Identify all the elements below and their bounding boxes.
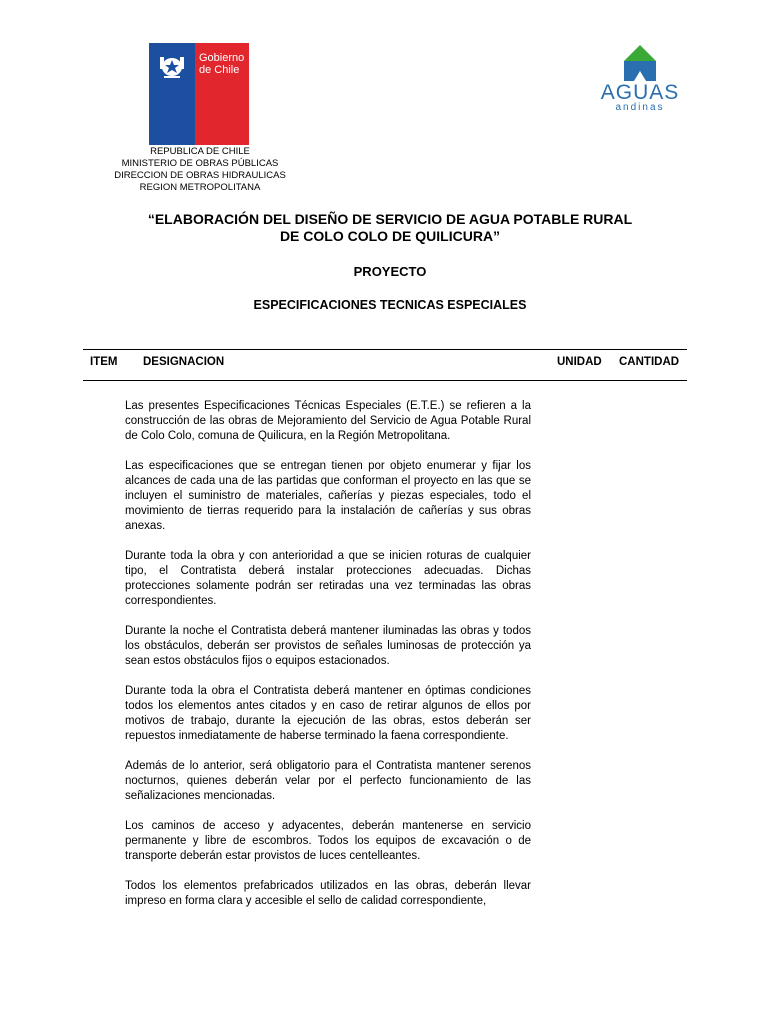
document-title: [90, 211, 690, 245]
ministry-line-4: REGION METROPOLITANA: [139, 182, 261, 193]
paragraph-4: Durante la noche el Contratista deberá mantener iluminadas las obras y todos los obstáculos, deberán ser provistos de señales luminosas de protección ya sean estos obstáculos fijos o equipos estacionados.: [125, 625, 531, 667]
gobierno-logo-line-2: de Chile: [199, 64, 240, 76]
paragraph-2: Las especificaciones que se entregan tienen por objeto enumerar y fijar los alcances de cada una de las partidas que conforman el proyecto en las que se incluyen el suministro de materiales, cañerías y piezas especiales, todo el movimiento de tierras requerido para la instalación de cañerías y sus obras anexas.: [125, 460, 531, 532]
aguas-name: AGUAS: [600, 81, 680, 104]
title-line-2: DE COLO COLO DE QUILICURA”: [279, 228, 501, 244]
coat-of-arms-icon: [154, 51, 190, 81]
paragraph-6: Además de lo anterior, será obligatorio para el Contratista mantener serenos nocturnos, quienes deberán velar por el perfecto funcionamiento de las señalizaciones mencionadas.: [125, 760, 531, 802]
paragraph-3: Durante toda la obra y con anterioridad a que se inicien roturas de cualquier tipo, el Contratista deberá instalar protecciones adecuadas. Dichas protecciones solamente podrán ser retiradas una vez terminadas las obras correspondientes.: [125, 550, 531, 607]
aguas-subname: andinas: [615, 102, 665, 113]
aguas-andinas-logo: [594, 43, 686, 117]
house-drop-icon: [594, 43, 686, 83]
paragraph-5: Durante toda la obra el Contratista deberá mantener en óptimas condiciones todos los elementos antes citados y en caso de retirar algunos de ellos por motivos de trabajo, durante la ejecución de las obras, estos deberán ser repuestos inmediatamente de haberse terminado la faena correspondiente.: [125, 685, 531, 742]
title-line-1: “ELABORACIÓN DEL DISEÑO DE SERVICIO DE AGUA POTABLE RURAL: [147, 211, 633, 227]
column-designacion: DESIGNACION: [143, 356, 225, 368]
table-header-top-rule: [83, 349, 687, 350]
ministry-line-2: MINISTERIO DE OBRAS PÚBLICAS: [121, 158, 279, 169]
ministry-line-3: DIRECCION DE OBRAS HIDRAULICAS: [114, 170, 286, 181]
column-unidad: UNIDAD: [557, 356, 602, 368]
logo-red-band: [195, 43, 249, 145]
column-item: ITEM: [90, 356, 118, 368]
table-header-bottom-rule: [83, 380, 687, 381]
gobierno-logo-text: [199, 52, 244, 76]
column-cantidad: CANTIDAD: [619, 356, 680, 368]
specification-body: [125, 399, 531, 924]
ministry-line-1: REPUBLICA DE CHILE: [150, 146, 250, 157]
paragraph-7: Los caminos de acceso y adyacentes, deberán mantenerse en servicio permanente y libre de escombros. Todos los equipos de excavación o de transporte deberán estar provistos de luces centelleantes.: [125, 820, 531, 862]
paragraph-8: Todos los elementos prefabricados utilizados en las obras, deberán llevar impreso en forma clara y accesible el sello de calidad correspondiente,: [125, 880, 531, 907]
paragraph-1: Las presentes Especificaciones Técnicas Especiales (E.T.E.) se refieren a la construcción de las obras de Mejoramiento del Servicio de Agua Potable Rural de Colo Colo, comuna de Quilicura, en la Región Metropolitana.: [125, 400, 531, 442]
ministry-block: [100, 146, 300, 194]
logo-blue-band: [149, 43, 195, 145]
document-subtitle: PROYECTO: [353, 264, 427, 279]
gobierno-logo-line-1: Gobierno: [199, 52, 245, 64]
document-section-title: ESPECIFICACIONES TECNICAS ESPECIALES: [253, 298, 527, 312]
gobierno-de-chile-logo: [149, 43, 249, 145]
